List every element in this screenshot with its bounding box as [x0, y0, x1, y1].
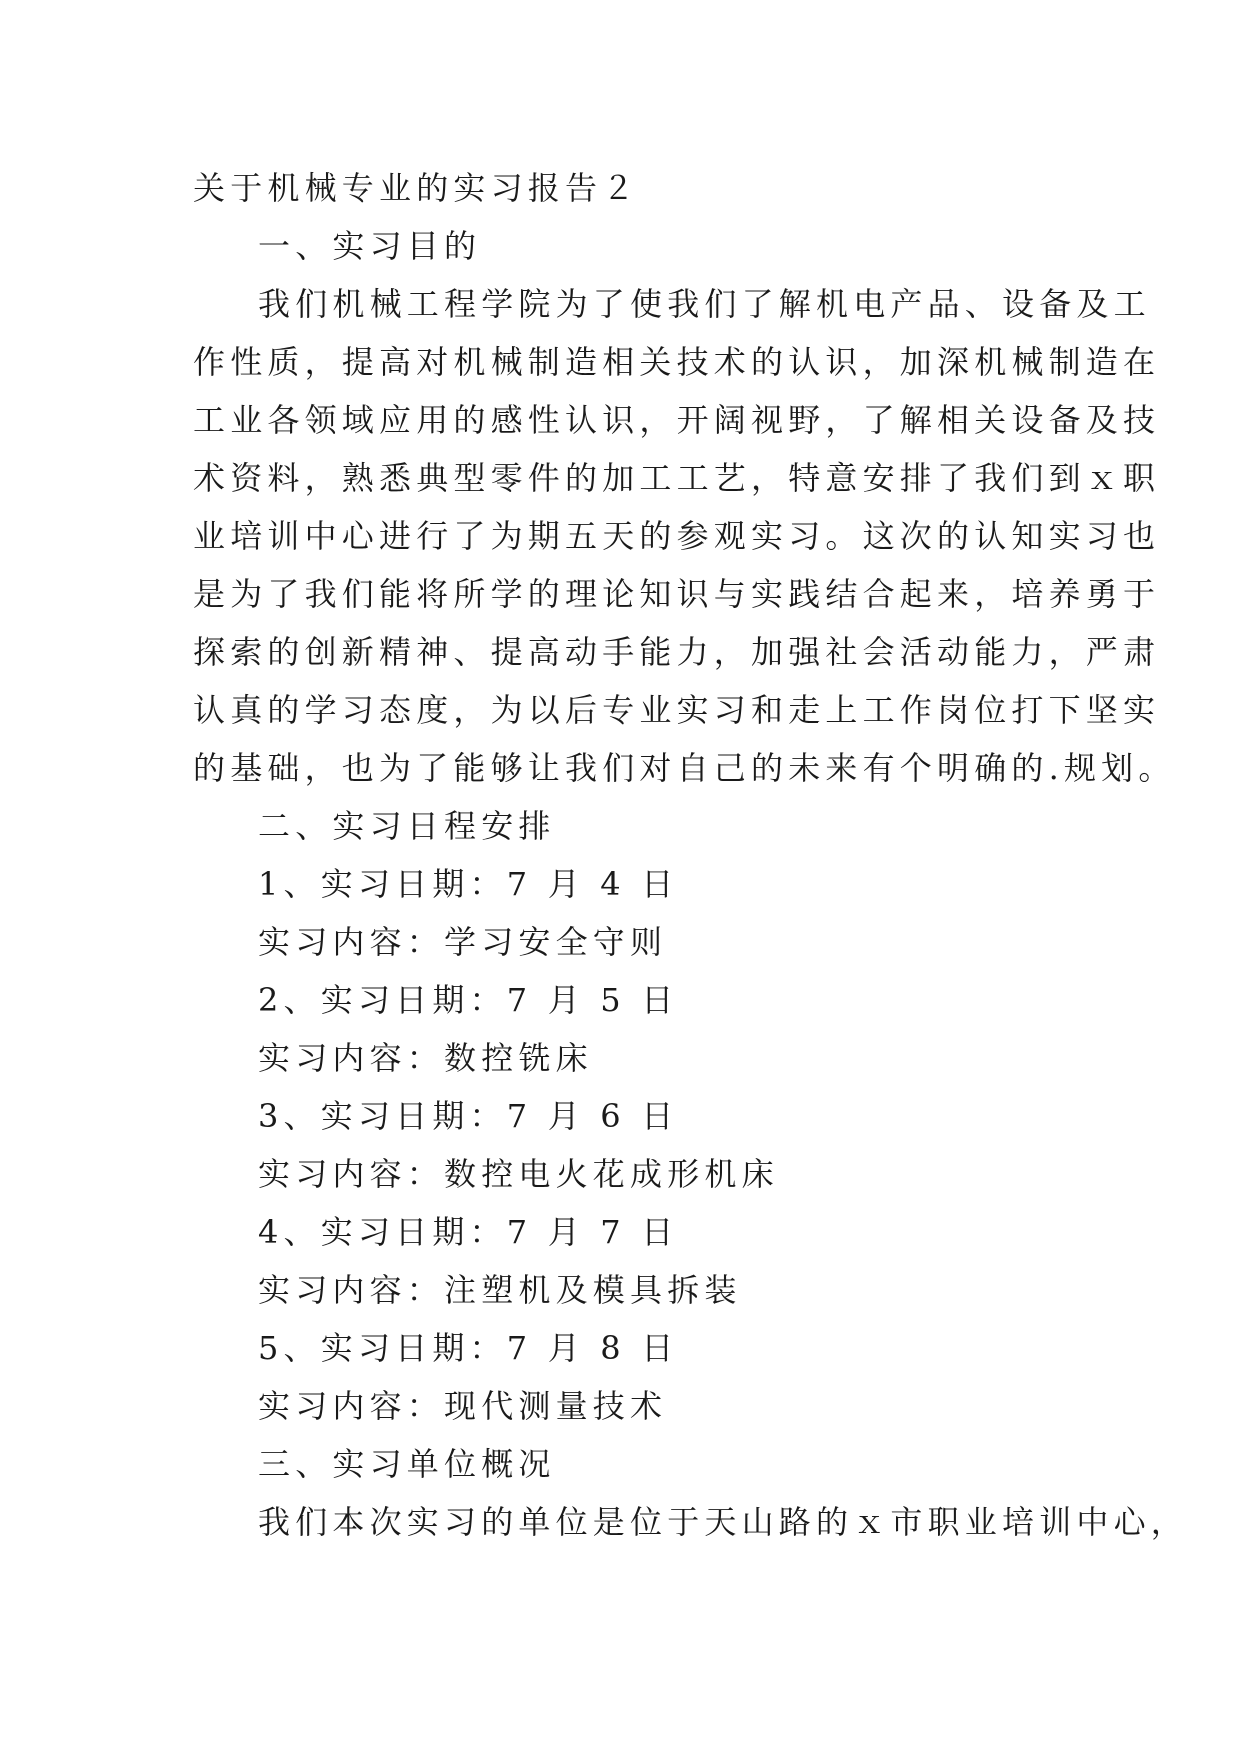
schedule-date: 5、实习日期：7 月 8 日	[258, 1329, 679, 1367]
paragraph-line: 认真的学习态度，为以后专业实习和走上工作岗位打下坚实	[193, 691, 1161, 729]
schedule-date: 1、实习日期：7 月 4 日	[258, 865, 679, 903]
paragraph-line: 业培训中心进行了为期五天的参观实习。这次的认知实习也	[193, 517, 1161, 555]
schedule-content: 实习内容：学习安全守则	[258, 923, 668, 961]
paragraph-line: 我们本次实习的单位是位于天山路的ｘ市职业培训中心，	[258, 1503, 1189, 1541]
document-title: 关于机械专业的实习报告２	[193, 169, 640, 207]
paragraph-line: 我们机械工程学院为了使我们了解机电产品、设备及工	[258, 285, 1151, 323]
schedule-content: 实习内容：数控电火花成形机床	[258, 1155, 779, 1193]
section-heading-schedule: 二、实习日程安排	[258, 807, 556, 845]
schedule-content: 实习内容：现代测量技术	[258, 1387, 668, 1425]
paragraph-line: 是为了我们能将所学的理论知识与实践结合起来，培养勇于	[193, 575, 1161, 613]
paragraph-line: 的基础，也为了能够让我们对自己的未来有个明确的.规划。	[193, 749, 1176, 787]
schedule-content: 实习内容：注塑机及模具拆装	[258, 1271, 742, 1309]
schedule-date: 4、实习日期：7 月 7 日	[258, 1213, 679, 1251]
paragraph-line: 术资料，熟悉典型零件的加工工艺，特意安排了我们到ｘ职	[193, 459, 1161, 497]
section-heading-unit: 三、实习单位概况	[258, 1445, 556, 1483]
schedule-date: 2、实习日期：7 月 5 日	[258, 981, 679, 1019]
schedule-date: 3、实习日期：7 月 6 日	[258, 1097, 679, 1135]
paragraph-line: 作性质，提高对机械制造相关技术的认识，加深机械制造在	[193, 343, 1161, 381]
schedule-content: 实习内容：数控铣床	[258, 1039, 593, 1077]
section-heading-purpose: 一、实习目的	[258, 227, 482, 265]
paragraph-line: 探索的创新精神、提高动手能力，加强社会活动能力，严肃	[193, 633, 1161, 671]
paragraph-line: 工业各领域应用的感性认识，开阔视野，了解相关设备及技	[193, 401, 1161, 439]
